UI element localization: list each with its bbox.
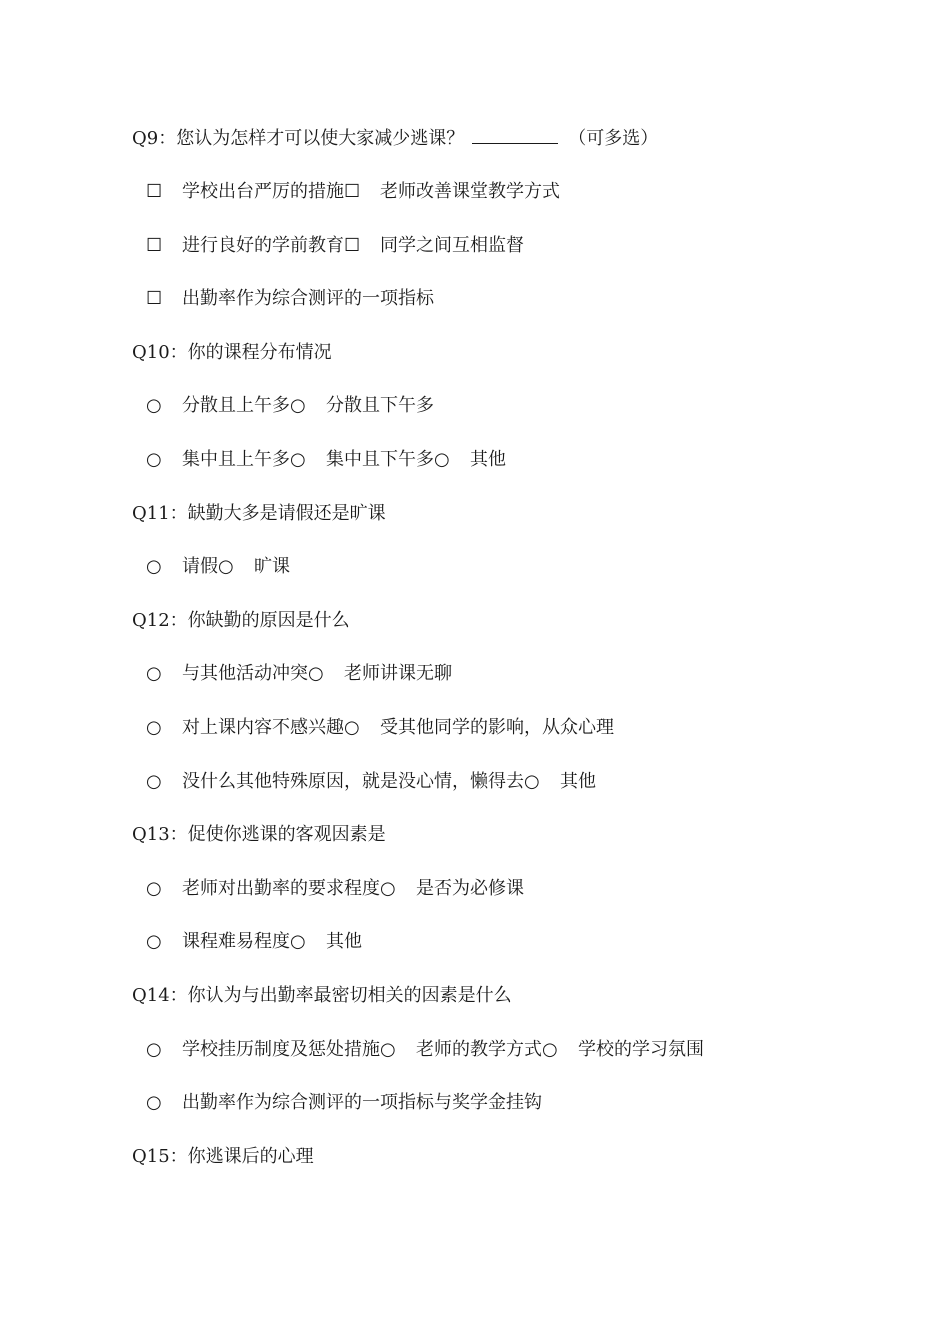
option-label: 同学之间互相监督 xyxy=(380,235,524,256)
option-row xyxy=(146,659,452,689)
option-label: 与其他活动冲突 xyxy=(182,663,308,684)
option-item[interactable] xyxy=(146,767,524,797)
radio-icon[interactable]: ○ xyxy=(308,663,324,684)
radio-icon[interactable]: ○ xyxy=(218,556,234,577)
option-item[interactable] xyxy=(308,659,452,689)
option-item[interactable] xyxy=(434,445,506,475)
option-item[interactable] xyxy=(290,445,434,475)
option-row xyxy=(146,1035,704,1065)
option-item[interactable] xyxy=(344,177,560,207)
radio-icon[interactable]: ○ xyxy=(146,449,162,470)
checkbox-icon[interactable]: ☐ xyxy=(146,181,163,202)
option-item[interactable] xyxy=(380,874,524,904)
option-label: 学校出台严厉的措施 xyxy=(182,181,344,202)
question-q15 xyxy=(132,1142,314,1172)
question-label: Q13：促使你逃课的客观因素是 xyxy=(132,824,386,845)
option-row xyxy=(146,177,560,207)
radio-icon[interactable]: ○ xyxy=(146,1039,162,1060)
radio-icon[interactable]: ○ xyxy=(380,878,396,899)
question-note: （可多选） xyxy=(568,128,659,149)
option-item[interactable] xyxy=(146,284,434,314)
option-label: 其他 xyxy=(470,449,506,470)
option-label: 旷课 xyxy=(254,556,290,577)
option-label: 集中且上午多 xyxy=(182,449,290,470)
option-label: 对上课内容不感兴趣 xyxy=(182,717,344,738)
question-q13 xyxy=(132,820,386,850)
radio-icon[interactable]: ○ xyxy=(524,771,540,792)
option-item[interactable] xyxy=(146,445,290,475)
option-row xyxy=(146,767,596,797)
radio-icon[interactable]: ○ xyxy=(542,1039,558,1060)
option-item[interactable] xyxy=(218,552,290,582)
question-q10 xyxy=(132,338,332,368)
option-item[interactable] xyxy=(146,1088,542,1118)
question-label: Q9：您认为怎样才可以使大家减少逃课？ xyxy=(132,128,465,149)
question-label: Q12：你缺勤的原因是什么 xyxy=(132,610,350,631)
answer-blank[interactable] xyxy=(472,123,558,144)
question-label: Q10：你的课程分布情况 xyxy=(132,342,332,363)
option-row xyxy=(146,874,524,904)
radio-icon[interactable]: ○ xyxy=(290,931,306,952)
question-label: Q15：你逃课后的心理 xyxy=(132,1146,314,1167)
option-row xyxy=(146,1088,542,1118)
option-label: 没什么其他特殊原因，就是没心情，懒得去 xyxy=(182,771,524,792)
option-label: 老师的教学方式 xyxy=(416,1039,542,1060)
option-label: 其他 xyxy=(560,771,596,792)
option-label: 请假 xyxy=(182,556,218,577)
radio-icon[interactable]: ○ xyxy=(434,449,450,470)
radio-icon[interactable]: ○ xyxy=(344,717,360,738)
option-label: 老师改善课堂教学方式 xyxy=(380,181,560,202)
radio-icon[interactable]: ○ xyxy=(290,395,306,416)
option-label: 进行良好的学前教育 xyxy=(182,235,344,256)
option-row xyxy=(146,445,506,475)
option-label: 是否为必修课 xyxy=(416,878,524,899)
option-item[interactable] xyxy=(542,1035,704,1065)
option-row xyxy=(146,391,434,421)
option-label: 老师对出勤率的要求程度 xyxy=(182,878,380,899)
option-label: 出勤率作为综合测评的一项指标 xyxy=(182,288,434,309)
option-item[interactable] xyxy=(146,177,344,207)
option-label: 出勤率作为综合测评的一项指标与奖学金挂钩 xyxy=(182,1092,542,1113)
option-label: 集中且下午多 xyxy=(326,449,434,470)
option-label: 分散且上午多 xyxy=(182,395,290,416)
option-item[interactable] xyxy=(146,1035,380,1065)
option-row xyxy=(146,231,524,261)
option-item[interactable] xyxy=(290,391,434,421)
question-q14 xyxy=(132,981,512,1011)
radio-icon[interactable]: ○ xyxy=(146,395,162,416)
question-label: Q11：缺勤大多是请假还是旷课 xyxy=(132,503,386,524)
question-q11 xyxy=(132,499,386,529)
option-item[interactable] xyxy=(380,1035,542,1065)
option-item[interactable] xyxy=(146,713,344,743)
radio-icon[interactable]: ○ xyxy=(146,771,162,792)
option-label: 课程难易程度 xyxy=(182,931,290,952)
option-item[interactable] xyxy=(146,927,290,957)
radio-icon[interactable]: ○ xyxy=(146,931,162,952)
question-q9 xyxy=(132,123,658,153)
option-label: 受其他同学的影响，从众心理 xyxy=(380,717,614,738)
option-item[interactable] xyxy=(290,927,362,957)
option-label: 学校挂历制度及惩处措施 xyxy=(182,1039,380,1060)
radio-icon[interactable]: ○ xyxy=(146,717,162,738)
checkbox-icon[interactable]: ☐ xyxy=(146,235,163,256)
option-item[interactable] xyxy=(344,713,614,743)
option-row xyxy=(146,927,362,957)
radio-icon[interactable]: ○ xyxy=(380,1039,396,1060)
option-row xyxy=(146,552,290,582)
radio-icon[interactable]: ○ xyxy=(290,449,306,470)
option-item[interactable] xyxy=(344,231,524,261)
question-q12 xyxy=(132,606,350,636)
option-item[interactable] xyxy=(146,391,290,421)
radio-icon[interactable]: ○ xyxy=(146,878,162,899)
checkbox-icon[interactable]: ☐ xyxy=(146,288,163,309)
radio-icon[interactable]: ○ xyxy=(146,1092,162,1113)
option-item[interactable] xyxy=(146,659,308,689)
option-item[interactable] xyxy=(146,874,380,904)
option-item[interactable] xyxy=(146,552,218,582)
option-item[interactable] xyxy=(524,767,596,797)
question-label: Q14：你认为与出勤率最密切相关的因素是什么 xyxy=(132,985,512,1006)
checkbox-icon[interactable]: ☐ xyxy=(344,181,361,202)
option-label: 其他 xyxy=(326,931,362,952)
option-row xyxy=(146,284,434,314)
option-row xyxy=(146,713,614,743)
checkbox-icon[interactable]: ☐ xyxy=(344,235,361,256)
option-label: 分散且下午多 xyxy=(326,395,434,416)
option-label: 老师讲课无聊 xyxy=(344,663,452,684)
radio-icon[interactable]: ○ xyxy=(146,556,162,577)
option-label: 学校的学习氛围 xyxy=(578,1039,704,1060)
option-item[interactable] xyxy=(146,231,344,261)
radio-icon[interactable]: ○ xyxy=(146,663,162,684)
